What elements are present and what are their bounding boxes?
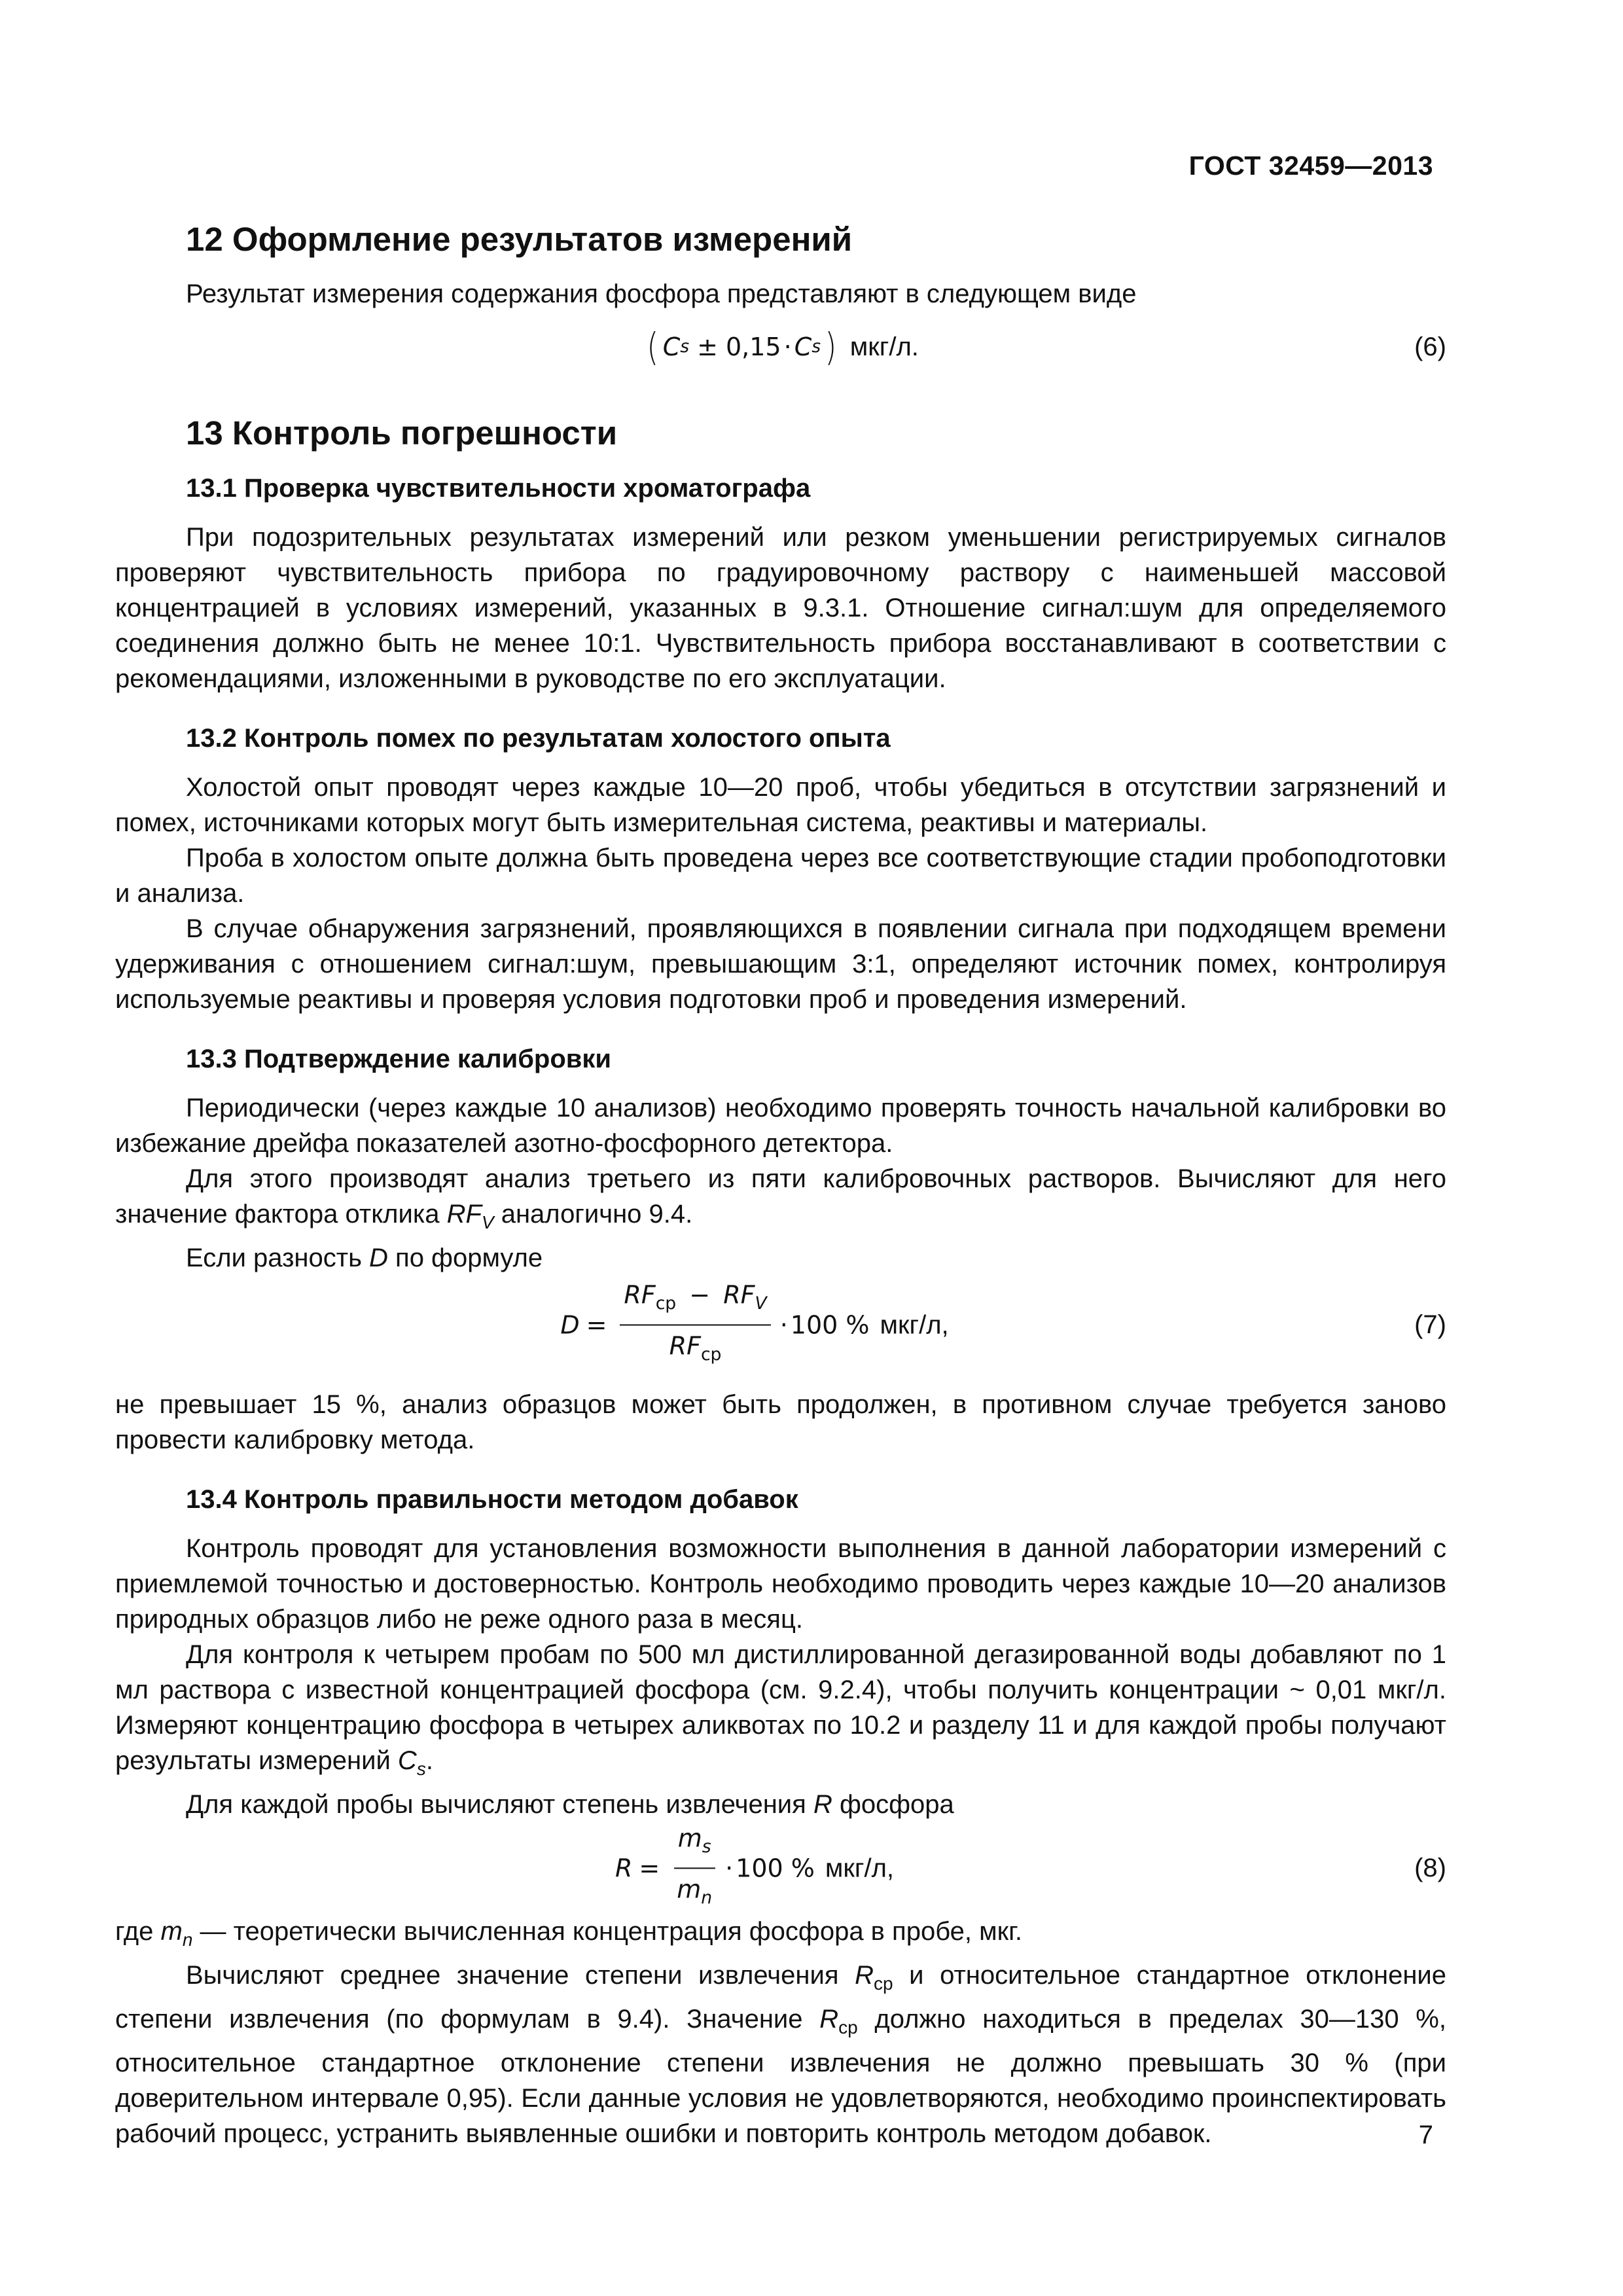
subsection-13-3-title: 13.3 Подтверждение калибровки bbox=[186, 1045, 611, 1073]
paragraph-13-2-1: Холостой опыт проводят через каждые 10—20 проб, чтобы убедиться в отсутствии загрязнений и помех, источниками которых могут быть измерительная система, реактивы и материалы. bbox=[115, 773, 1446, 837]
section-12-title: 12 Оформление результатов измерений bbox=[186, 221, 853, 258]
page-number: 7 bbox=[1418, 2121, 1433, 2149]
paragraph-13-4-1: Контроль проводят для установления возможности выполнения в данной лаборатории измерений с приемлемой точностью и достоверностью. Контроль необходимо проводить через каждые 10—20 анализов природных образцов либо не реже одного раза в месяц. bbox=[115, 1534, 1446, 1634]
paragraph-13-1: При подозрительных результатах измерений или резком уменьшении регистрируемых сигналов проверяют чувствительность прибора по градуировочному раствору с наименьшей массовой концентрацией в условиях измерений, указанных в 9.3.1. Отношение сигнал:шум для определяемого соединения должно быть не менее 10:1. Чувствительность прибора восстанавливают в соответствии с рекомендациями, изложенными в руководстве по его эксплуатации. bbox=[115, 523, 1446, 693]
fraction-denominator: $m_n$ bbox=[677, 1874, 713, 1908]
formula-unit: мкг/л, bbox=[825, 1854, 895, 1882]
paragraph-13-4-4: где $m_n$ — теоретически вычисленная концентрация фосфора в пробе, мкг. bbox=[115, 1917, 1022, 1950]
subsection-13-2-title: 13.2 Контроль помех по результатам холостого опыта bbox=[186, 724, 891, 753]
fraction bbox=[620, 1277, 770, 1372]
paragraph-13-3-2: Для этого производят анализ третьего из пяти калибровочных растворов. Вычисляют для него значение фактора отклика $RF_V$ аналогично 9.4. bbox=[115, 1164, 1446, 1232]
open-paren: ( bbox=[647, 325, 659, 369]
fraction-numerator: $RF_{ср} - RF_V$ bbox=[620, 1277, 770, 1325]
formula-8 bbox=[115, 1822, 1446, 1914]
equals-sign: = bbox=[639, 1854, 660, 1882]
formula-factor: 100 % bbox=[790, 1310, 870, 1339]
page-content bbox=[115, 216, 1446, 2151]
formula-var-r: R bbox=[615, 1854, 633, 1882]
fraction-numerator: $m_s$ bbox=[674, 1820, 715, 1869]
subsection-13-1-title: 13.1 Проверка чувствительности хроматографа bbox=[186, 474, 811, 503]
formula-number: (6) bbox=[1414, 332, 1446, 361]
close-paren: ) bbox=[825, 325, 837, 369]
formula-number: (8) bbox=[1414, 1854, 1446, 1882]
fraction bbox=[673, 1820, 716, 1915]
dot-operator: · bbox=[725, 1854, 734, 1882]
equals-sign: = bbox=[586, 1310, 607, 1339]
paragraph-13-2-2: Проба в холостом опыте должна быть проведена через все соответствующие стадии пробоподготовки и анализа. bbox=[115, 844, 1446, 908]
section-13-title: 13 Контроль погрешности bbox=[186, 414, 618, 452]
paragraph-13-3-3: Если разность D по формуле bbox=[186, 1244, 543, 1272]
fraction-denominator: $RF_{ср}$ bbox=[669, 1331, 722, 1365]
paragraph-13-4-2: Для контроля к четырем пробам по 500 мл дистиллированной дегазированной воды добавляют по 1 мл раствора с известной концентрацией фосфора (см. 9.2.4), чтобы получить концентрации ~ 0,01 мкг/л. Измеряют концентрацию фосфора в четырех аликвотах по 10.2 и разделу 11 и для каждой пробы получают результаты измерений $C_s$. bbox=[115, 1640, 1446, 1779]
document-code: ГОСТ 32459—2013 bbox=[1188, 151, 1433, 181]
paragraph-13-3-1: Периодически (через каждые 10 анализов) необходимо проверять точность начальной калибровки во избежание дрейфа показателей азотно-фосфорного детектора. bbox=[115, 1094, 1446, 1158]
formula-7 bbox=[115, 1276, 1446, 1374]
plus-minus: ± bbox=[697, 332, 718, 361]
paragraph-13-2-3: В случае обнаружения загрязнений, проявляющихся в появлении сигнала при подходящем времени удерживания с отношением сигнал:шум, превышающим 3:1, определяют источник помех, контролируя используемые реактивы и проверяя условия подготовки проб и проведения измерений. bbox=[115, 914, 1446, 1014]
dot-operator: · bbox=[779, 1310, 788, 1339]
formula-sub: s bbox=[812, 336, 821, 357]
section-12-intro: Результат измерения содержания фосфора представляют в следующем виде bbox=[186, 279, 1137, 308]
formula-var-d: D bbox=[560, 1310, 580, 1339]
formula-coef: 0,15 bbox=[725, 332, 781, 361]
paragraph-13-4-3: Для каждой пробы вычисляют степень извлечения R фосфора bbox=[186, 1790, 954, 1819]
formula-6 bbox=[115, 315, 1446, 378]
subsection-13-4-title: 13.4 Контроль правильности методом добавок bbox=[186, 1485, 798, 1514]
formula-factor: 100 % bbox=[736, 1854, 815, 1882]
formula-number: (7) bbox=[1414, 1310, 1446, 1339]
formula-var-c: C bbox=[662, 332, 681, 361]
paragraph-13-3-4: не превышает 15 %, анализ образцов может быть продолжен, в противном случае требуется заново провести калибровку метода. bbox=[115, 1390, 1446, 1454]
formula-var-c: C bbox=[794, 332, 812, 361]
formula-unit: мкг/л, bbox=[880, 1310, 949, 1339]
formula-sub: s bbox=[680, 336, 690, 357]
dot-operator: · bbox=[783, 332, 792, 361]
paragraph-13-4-5: Вычисляют среднее значение степени извлечения $R_{ср}$ и относительное стандартное отклонение степени извлечения (по формулам в 9.4). Значение $R_{ср}$ должно находиться в пределах 30—130 %, относительное стандартное отклонение степени извлечения не должно превышать 30 % (при доверительном интервале 0,95). Если данные условия не удовлетворяются, необходимо проинспектировать рабочий процесс, устранить выявленные ошибки и повторить контроль методом добавок. bbox=[115, 1961, 1446, 2148]
formula-unit: мкг/л. bbox=[849, 332, 919, 361]
